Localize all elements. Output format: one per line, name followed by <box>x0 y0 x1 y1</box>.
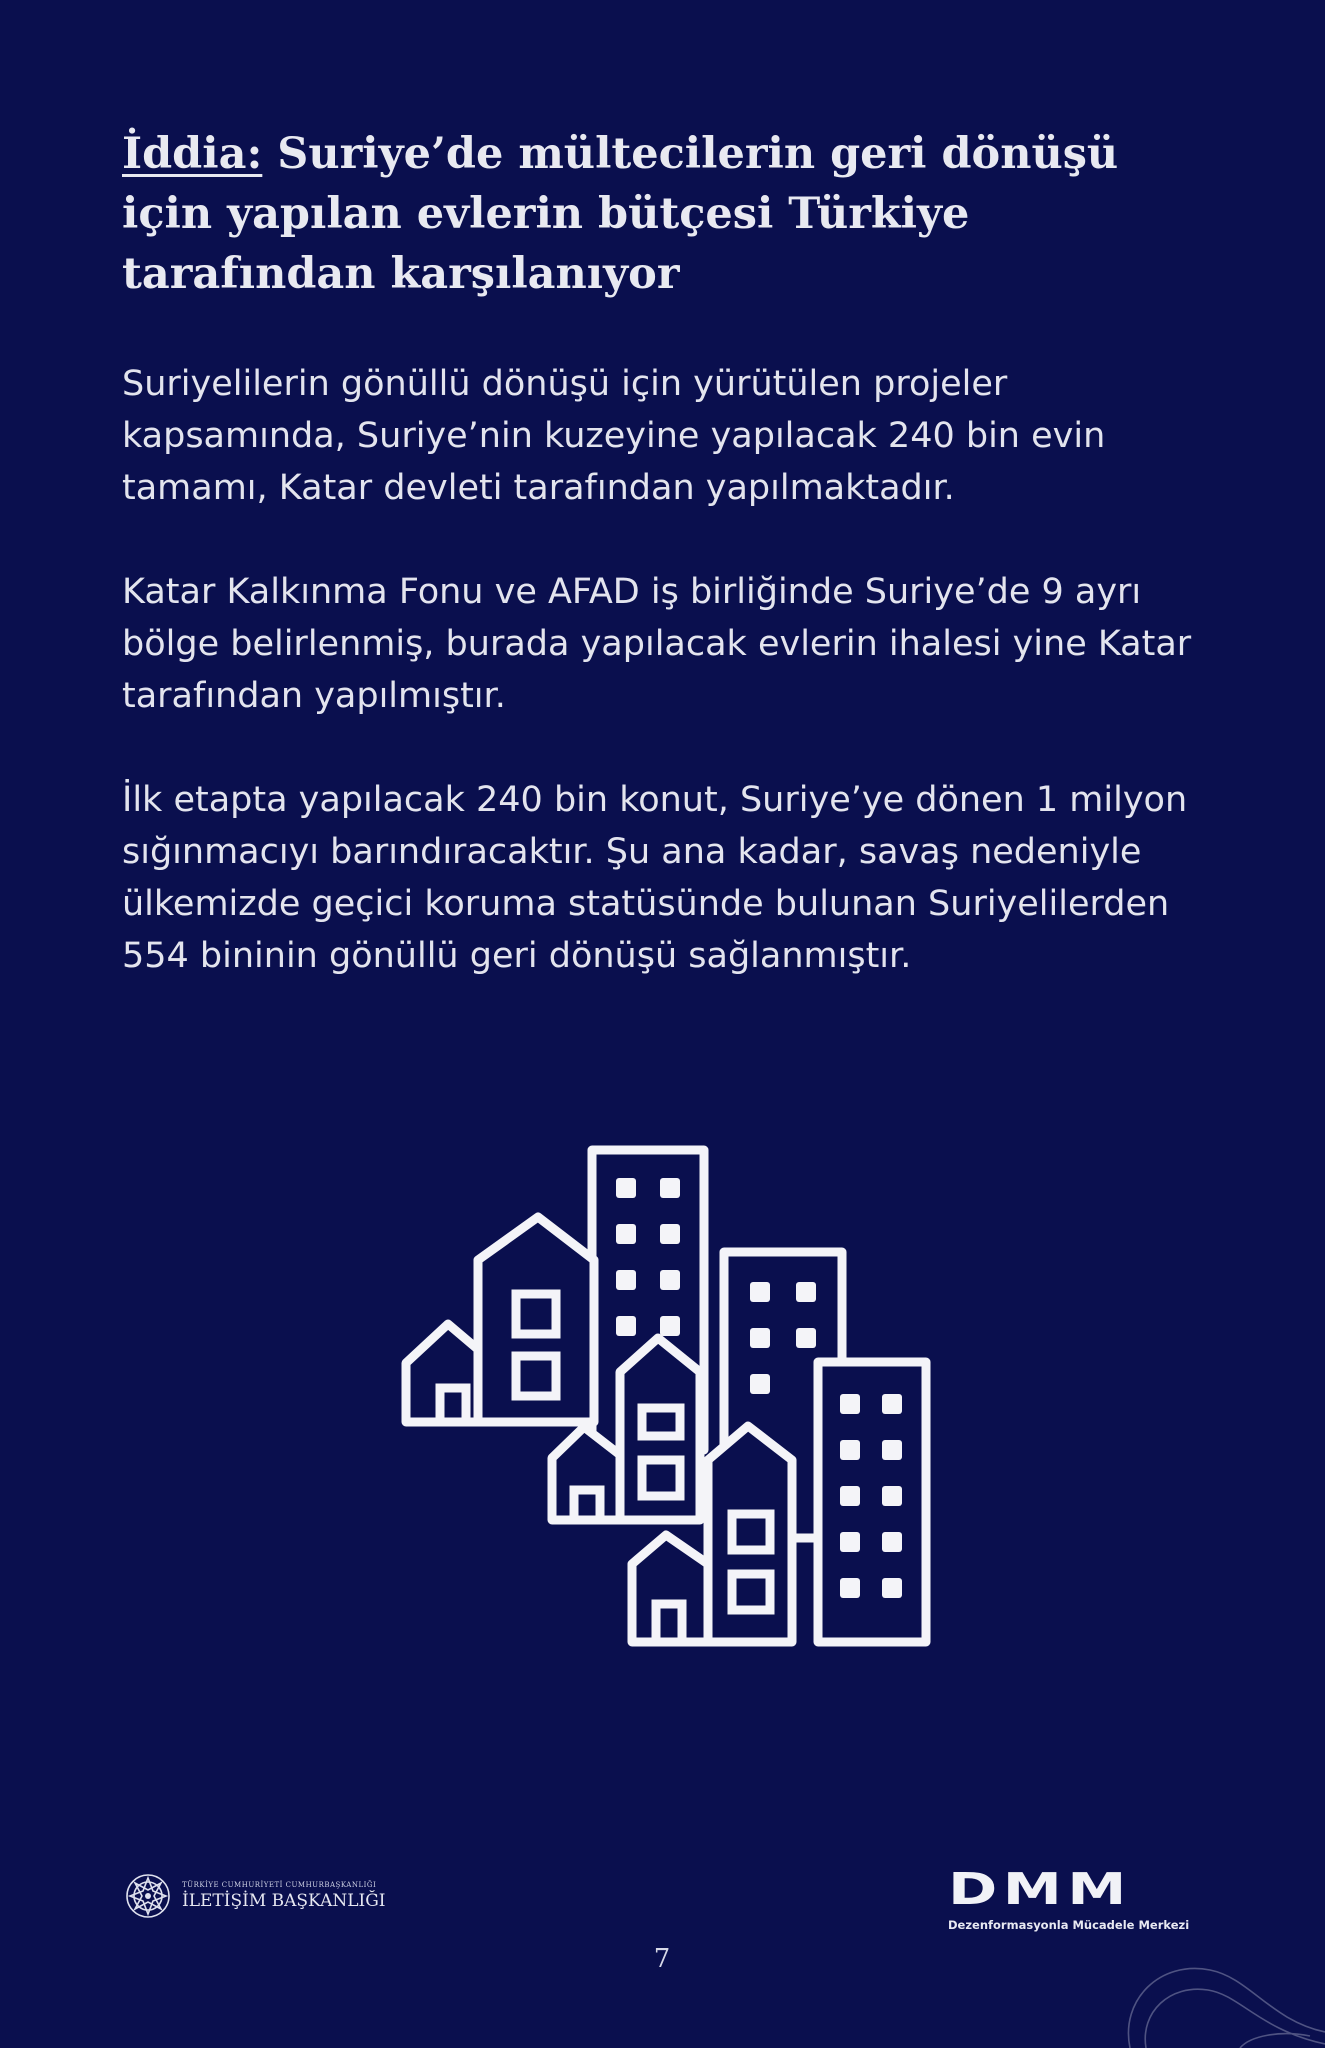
ornament-seal-icon <box>124 1872 172 1920</box>
paragraph-3: İlk etapta yapılacak 240 bin konut, Suriye’ye dönen 1 milyon sığınmacıyı barındıracaktır. Şu ana kadar, savaş nedeniyle ülkemizde geçici koruma statüsünde bulunan Suriyelilerden 554 bininin gönüllü geri dönüşü sağlanmıştır. <box>122 780 1188 976</box>
paragraph-1: Suriyelilerin gönüllü dönüşü için yürütülen projeler kapsamında, Suriye’nin kuzeyine yapılacak 240 bin evin tamamı, Katar devleti tarafından yapılmaktadır. <box>122 364 1106 508</box>
page-number: 7 <box>653 1944 671 1974</box>
iletisim-baskanligi-logo <box>124 1872 386 1920</box>
logo-text-block <box>182 1881 386 1911</box>
dmm-logo <box>948 1864 1208 1932</box>
paragraph-2: Katar Kalkınma Fonu ve AFAD iş birliğinde Suriye’de 9 ayrı bölge belirlenmiş, burada yapılacak evlerin ihalesi yine Katar tarafından yapılmıştır. <box>122 572 1192 716</box>
city-buildings-icon <box>398 1142 932 1648</box>
dmm-wordmark: DMM <box>948 1864 1132 1915</box>
logo-big-text: İLETİŞİM BAŞKANLIĞI <box>182 1891 386 1911</box>
swirl-decoration-icon <box>1120 1940 1325 2048</box>
claim-text: Suriye’de mültecilerin geri dönüşü için yapılan evlerin bütçesi Türkiye tarafından karşılanıyor <box>122 129 1119 299</box>
logo-small-text: TÜRKİYE CUMHURİYETİ CUMHURBAŞKANLIĞI <box>182 1881 377 1889</box>
dmm-subtitle: Dezenformasyonla Mücadele Merkezi <box>948 1918 1190 1932</box>
claim-heading <box>122 124 1212 304</box>
claim-label: İddia: <box>122 129 263 179</box>
